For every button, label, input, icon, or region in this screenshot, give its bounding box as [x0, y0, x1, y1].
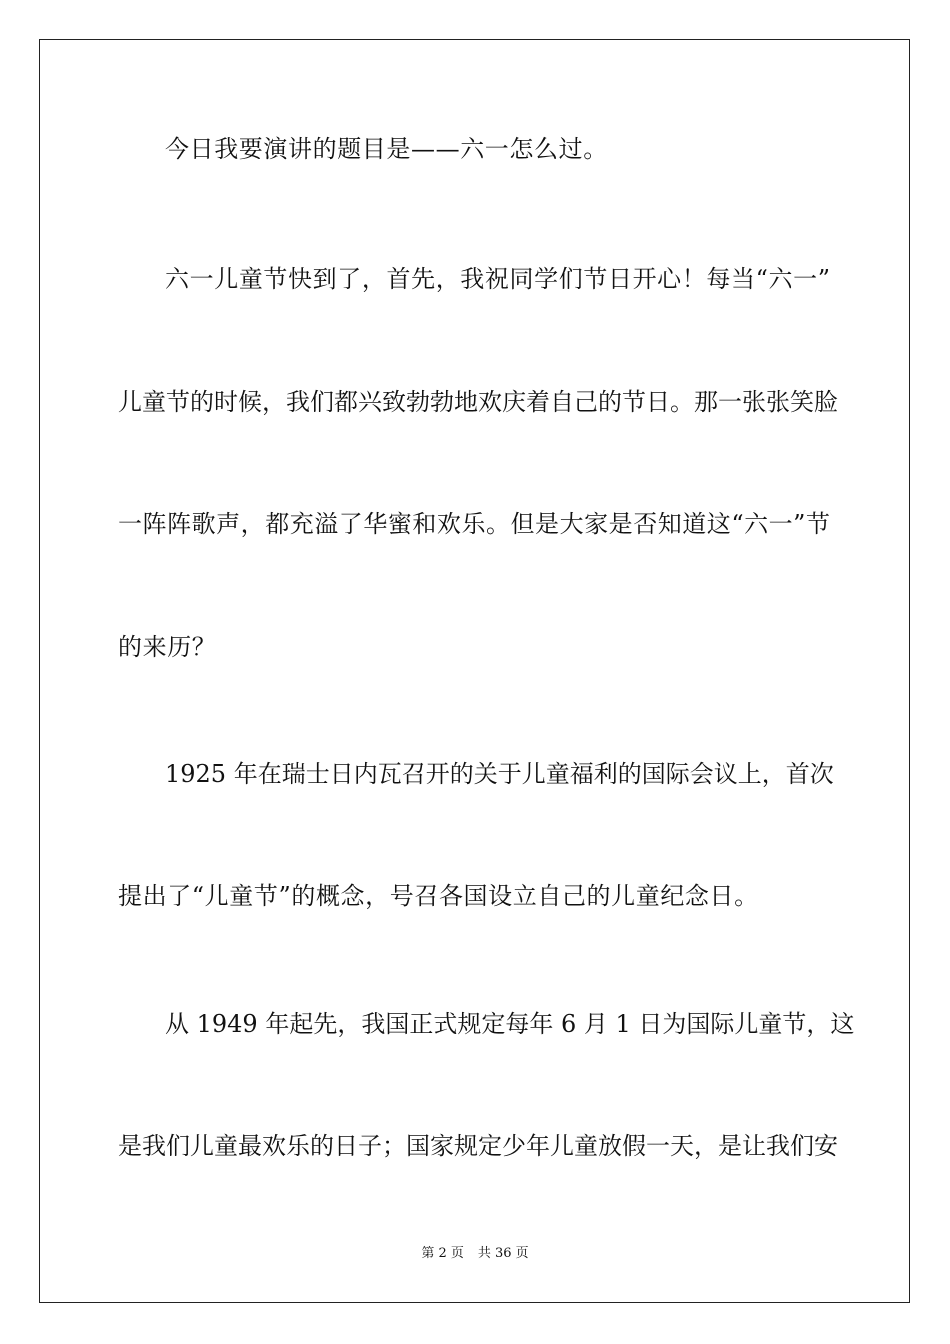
paragraph-line: 提出了“儿童节”的概念，号召各国设立自己的儿童纪念日。: [118, 882, 759, 910]
paragraph-line: 从 1949 年起先，我国正式规定每年 6 月 1 日为国际儿童节，这: [165, 1010, 855, 1038]
page-total: 共 36 页: [477, 1246, 529, 1261]
paragraph-line: 一阵阵歌声，都充溢了华蜜和欢乐。但是大家是否知道这“六一”节: [118, 510, 830, 538]
paragraph-line: 儿童节的时候，我们都兴致勃勃地欢庆着自己的节日。那一张张笑脸: [118, 388, 838, 416]
paragraph-line: 今日我要演讲的题目是——六一怎么过。: [165, 135, 608, 163]
paragraph-line: 1925 年在瑞士日内瓦召开的关于儿童福利的国际会议上，首次: [165, 760, 834, 788]
paragraph-line: 的来历？: [118, 633, 217, 661]
paragraph-line: 是我们儿童最欢乐的日子；国家规定少年儿童放假一天，是让我们安: [118, 1132, 838, 1160]
page-footer: [0, 1245, 950, 1263]
paragraph-line: 六一儿童节快到了，首先，我祝同学们节日开心！每当“六一”: [165, 265, 830, 293]
page-frame: [39, 39, 910, 1303]
page-number: 第 2 页: [421, 1246, 464, 1261]
